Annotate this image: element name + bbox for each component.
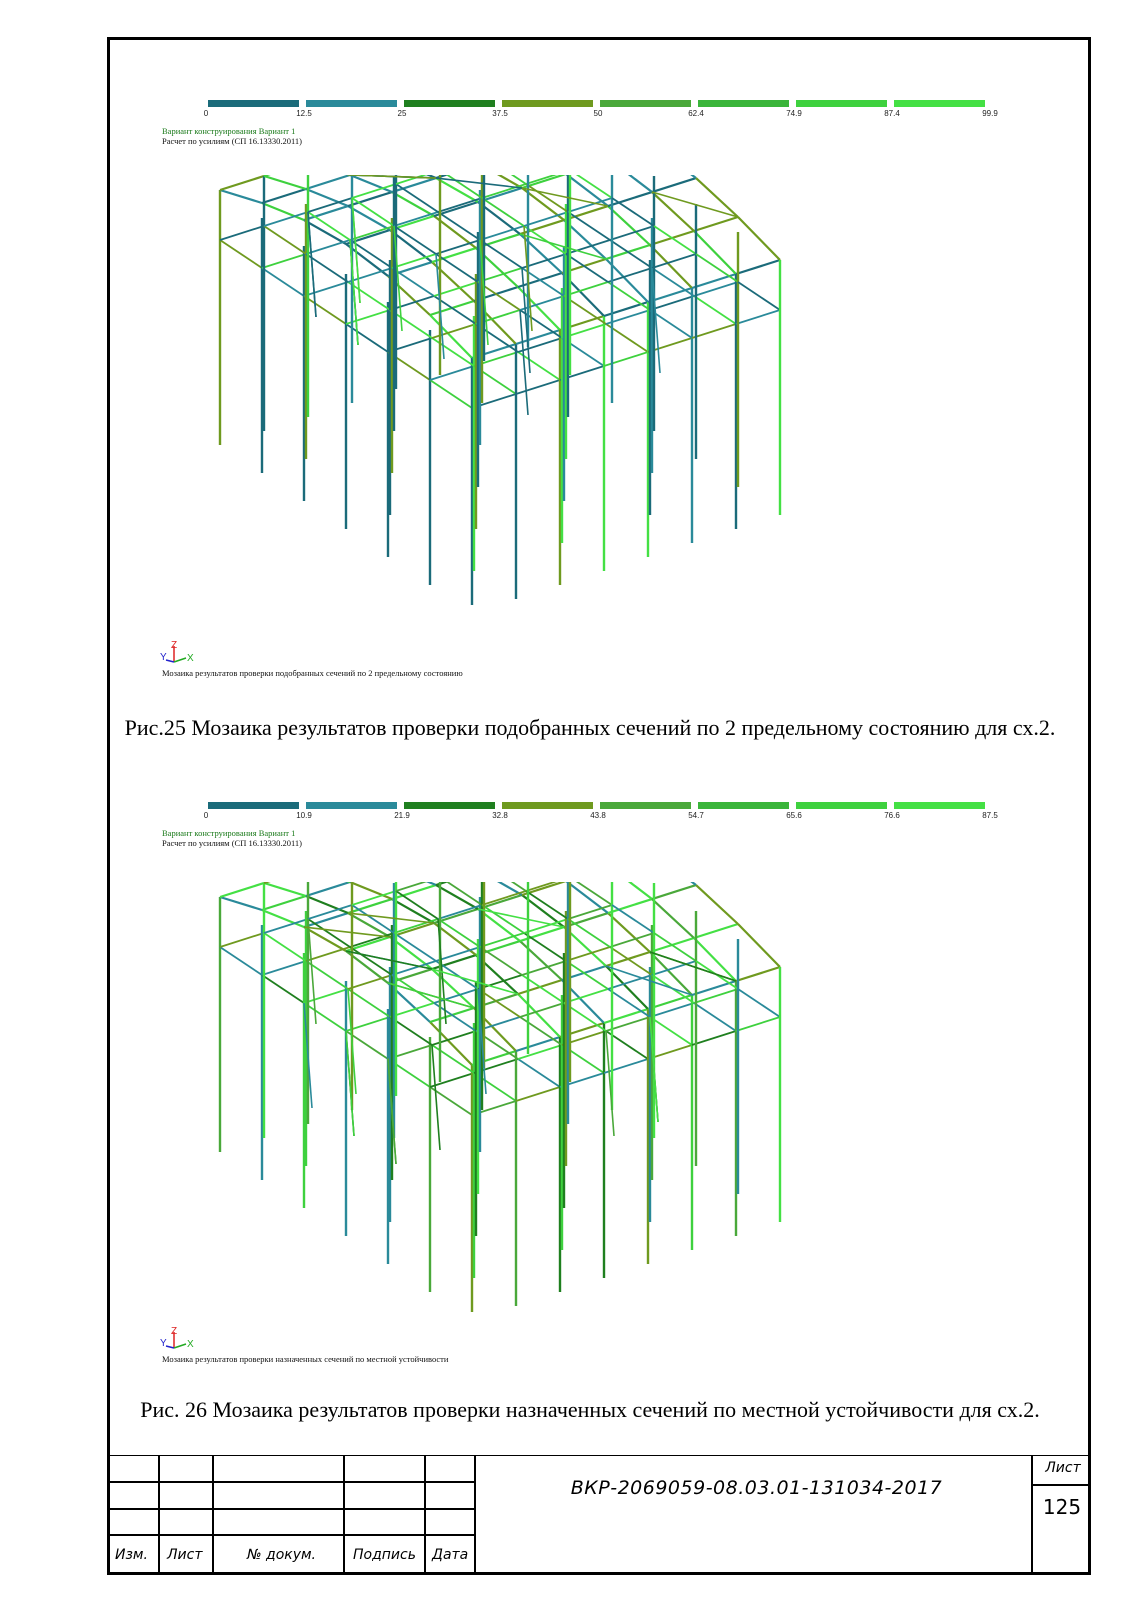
calc-label: Расчет по усилиям (СП 16.13330.2011) (162, 136, 302, 146)
legend-tick-label: 87.5 (982, 811, 998, 820)
legend-tick-label: 74.9 (786, 109, 802, 118)
calc-label: Расчет по усилиям (СП 16.13330.2011) (162, 838, 302, 848)
legend-tick-label: 21.9 (394, 811, 410, 820)
legend-segment (502, 100, 593, 107)
legend-tick-label: 0 (203, 811, 209, 820)
variant-label: Вариант конструирования Вариант 1 (162, 828, 296, 838)
legend-tick-label: 37.5 (492, 109, 508, 118)
legend-tick-label: 65.6 (786, 811, 802, 820)
legend-tick-label: 87.4 (884, 109, 900, 118)
legend-tick-label: 12.5 (296, 109, 312, 118)
title-block (107, 1455, 1091, 1575)
legend-segment (796, 100, 887, 107)
variant-label: Вариант конструирования Вариант 1 (162, 126, 296, 136)
axis-x-label: X (187, 1339, 194, 1350)
mosaic-title: Мозаика результатов проверки назначенных сечений по местной устойчивости (162, 1354, 449, 1364)
legend-tick-label: 25 (397, 109, 407, 118)
mosaic-title: Мозаика результатов проверки подобранных сечений по 2 предельному состоянию (162, 668, 463, 678)
steel-frame-model-icon (200, 882, 1000, 1312)
izm-label: Изм. (115, 1547, 148, 1563)
signature-label: Подпись (353, 1547, 416, 1563)
axis-x-label: X (187, 653, 194, 664)
legend-tick-label: 0 (203, 109, 209, 118)
legend-segment (600, 802, 691, 809)
axis-z-label: Z (171, 1326, 178, 1337)
legend-segment (306, 100, 397, 107)
legend-segment (208, 100, 299, 107)
date-label: Дата (432, 1547, 469, 1563)
legend-tick-label: 54.7 (688, 811, 704, 820)
doc-no-label: № докум. (247, 1547, 317, 1563)
legend-tick-label: 10.9 (296, 811, 312, 820)
legend-segment (796, 802, 887, 809)
legend-segment (208, 802, 299, 809)
figure-26-caption: Рис. 26 Мозаика результатов проверки назначенных сечений по местной устойчивости для сх.2. (140, 1397, 1040, 1422)
figure-25-caption: Рис.25 Мозаика результатов проверки подобранных сечений по 2 предельному состоянию для сх.2. (124, 715, 1056, 740)
legend-tick-label: 62.4 (688, 109, 704, 118)
sheet-number: 125 (1042, 1495, 1082, 1519)
legend-segment (894, 802, 985, 809)
axis-triad-icon (160, 640, 200, 666)
color-scale-legend (203, 100, 998, 122)
list-label: Лист (167, 1547, 203, 1563)
axis-y-label: Y (160, 1338, 167, 1349)
figure-26 (160, 802, 1010, 1372)
sheet-label: Лист (1045, 1460, 1081, 1476)
figure-25 (160, 100, 1010, 690)
legend-segment (600, 100, 691, 107)
axis-triad-icon (160, 1326, 200, 1352)
legend-tick-label: 76.6 (884, 811, 900, 820)
axis-z-label: Z (171, 640, 178, 651)
color-scale-legend (203, 802, 998, 824)
legend-segment (404, 100, 495, 107)
legend-segment (698, 802, 789, 809)
document-code: ВКР-2069059-08.03.01-131034-2017 (570, 1477, 943, 1499)
axis-y-label: Y (160, 652, 167, 663)
legend-segment (404, 802, 495, 809)
legend-tick-label: 99.9 (982, 109, 998, 118)
steel-frame-model-icon (200, 175, 1000, 605)
legend-tick-label: 50 (593, 109, 603, 118)
legend-tick-label: 32.8 (492, 811, 508, 820)
legend-segment (698, 100, 789, 107)
legend-segment (894, 100, 985, 107)
legend-tick-label: 43.8 (590, 811, 606, 820)
legend-segment (306, 802, 397, 809)
legend-segment (502, 802, 593, 809)
